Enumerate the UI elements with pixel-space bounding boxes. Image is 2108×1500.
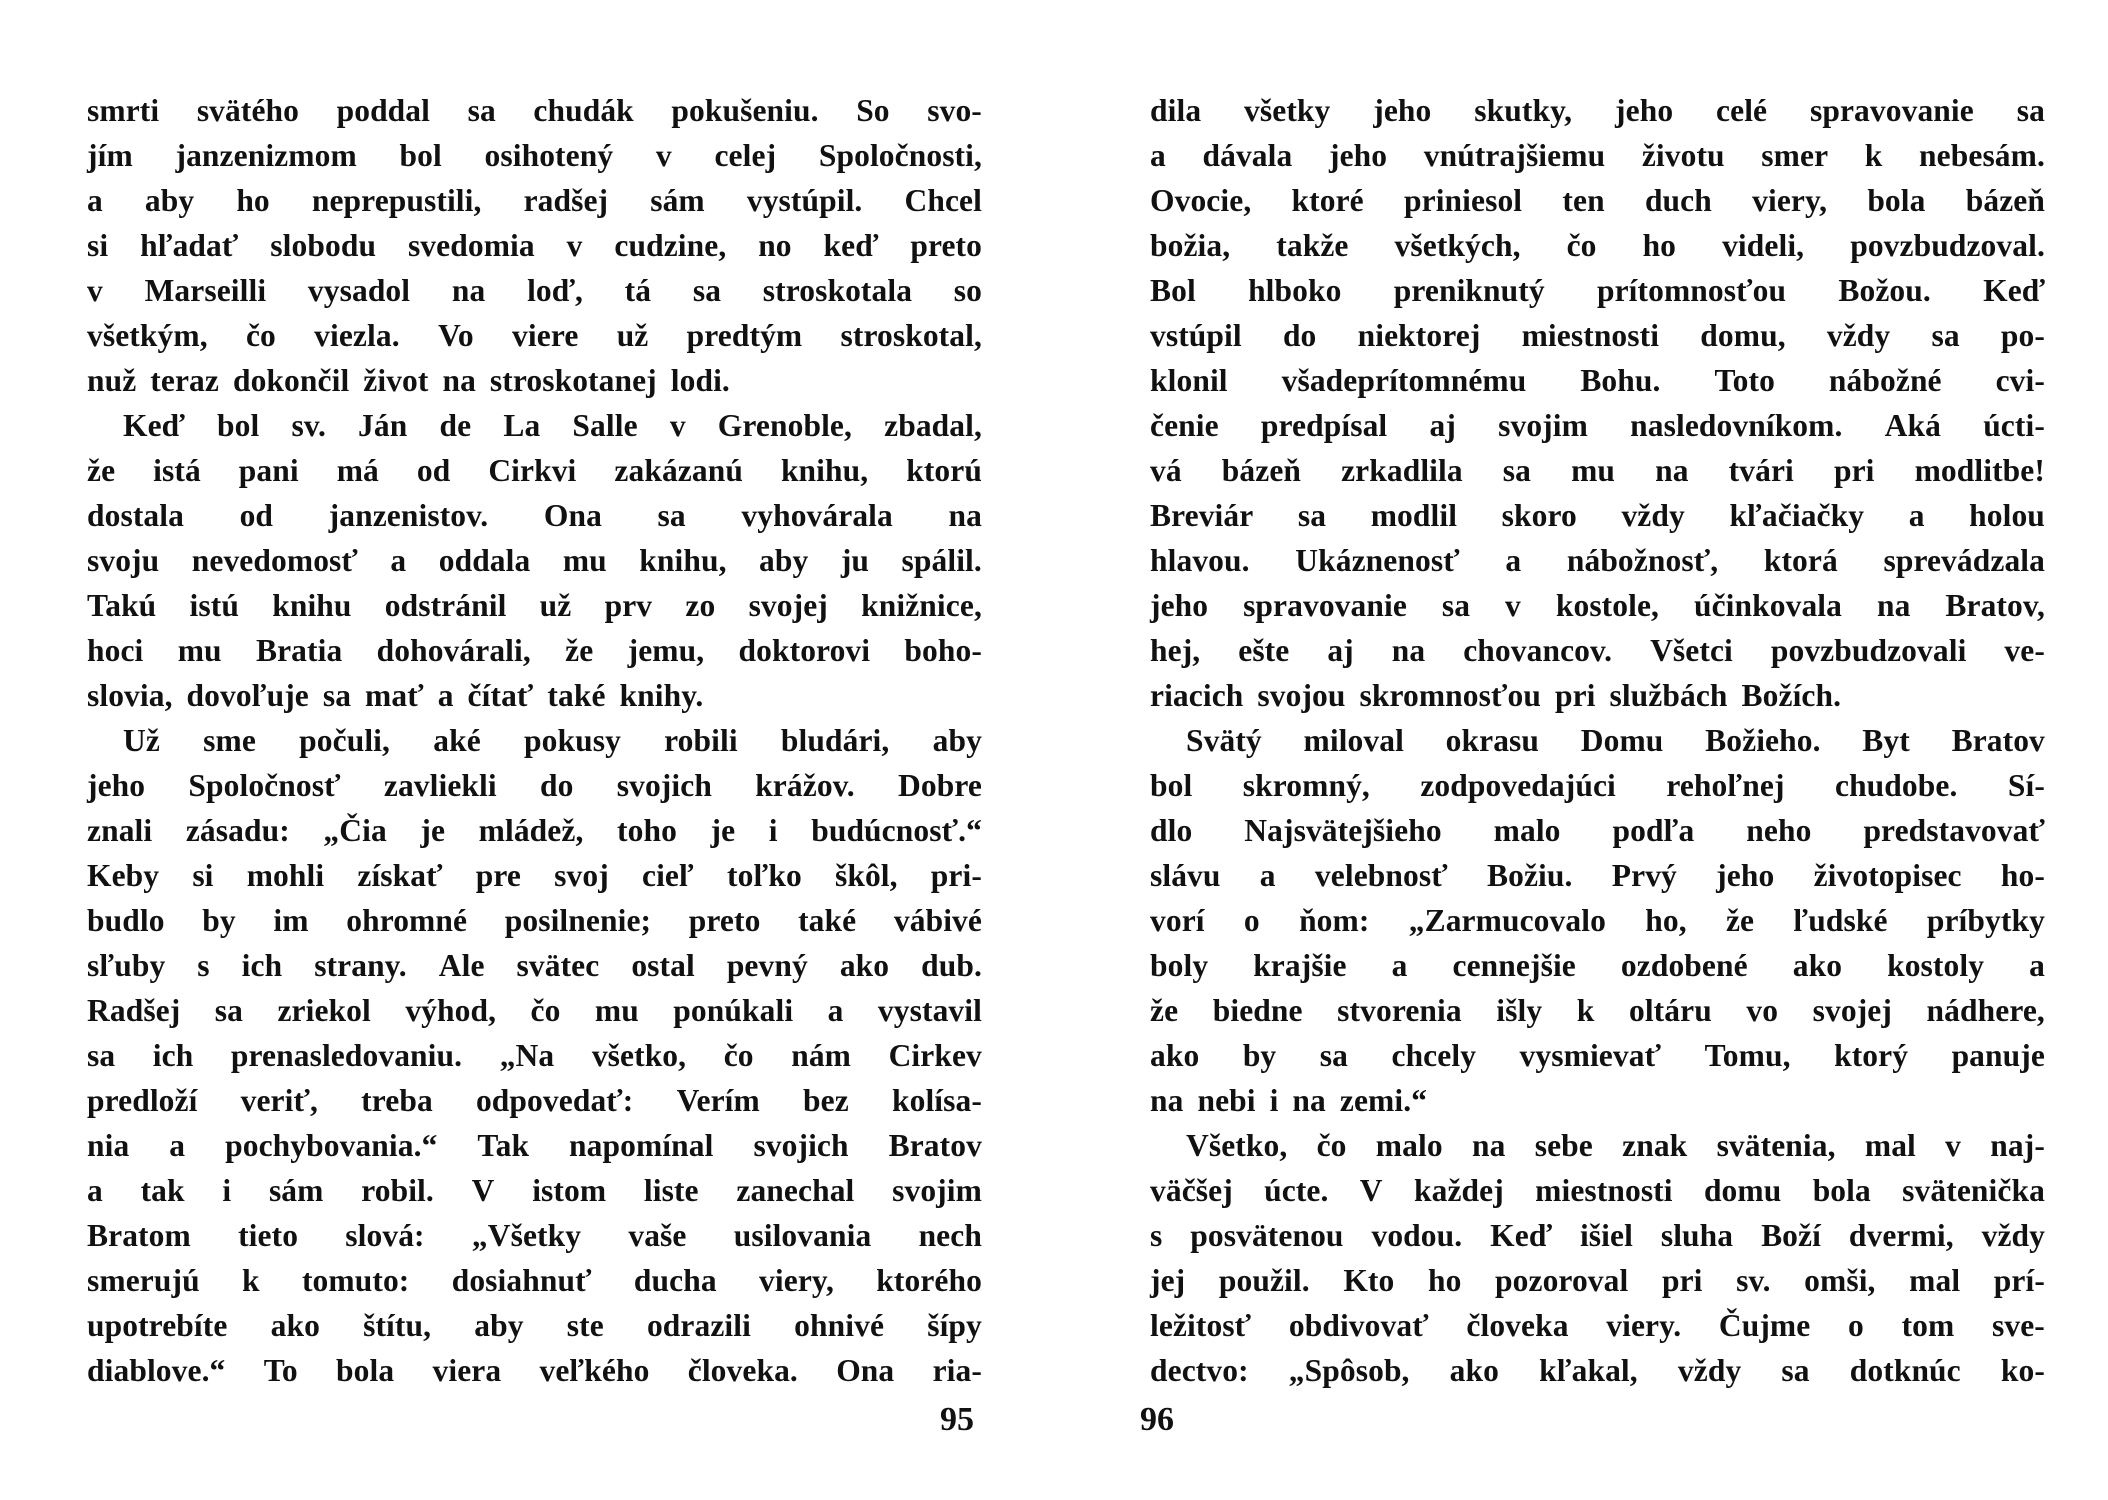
text-line: hlavou. Ukáznenosť a nábožnosť, ktorá sprevádzala: [1150, 543, 2045, 578]
text-line: smrti svätého poddal sa chudák pokušeniu. So svo-: [87, 93, 982, 128]
text-line: Takú istú knihu odstránil už prv zo svojej knižnice,: [87, 588, 982, 623]
text-line: nia a pochybovania.“ Tak napomínal svojich Bratov: [87, 1128, 982, 1163]
text-line: väčšej úcte. V každej miestnosti domu bola svätenička: [1150, 1173, 2045, 1208]
text-line: a tak i sám robil. V istom liste zanechal svojim: [87, 1173, 982, 1208]
text-line: nuž teraz dokončil život na stroskotanej lodi.: [87, 363, 730, 398]
text-line: sľuby s ich strany. Ale svätec ostal pevný ako dub.: [87, 948, 982, 983]
text-line: všetkým, čo viezla. Vo viere už predtým stroskotal,: [87, 318, 982, 353]
right-page: [1150, 88, 2045, 1393]
text-line: znali zásadu: „Čia je mládež, toho je i budúcnosť.“: [87, 813, 982, 848]
text-line: diablove.“ To bola viera veľkého človeka. Ona ria-: [87, 1353, 982, 1388]
text-line: dila všetky jeho skutky, jeho celé spravovanie sa: [1150, 93, 2045, 128]
text-line: dlo Najsvätejšieho malo podľa neho predstavovať: [1150, 813, 2045, 848]
text-line: Bol hlboko preniknutý prítomnosťou Božou. Keď: [1150, 273, 2045, 308]
text-line: smerujú k tomuto: dosiahnuť ducha viery, ktorého: [87, 1263, 982, 1298]
text-line: Keby si mohli získať pre svoj cieľ toľko škôl, pri-: [87, 858, 982, 893]
text-line: svoju nevedomosť a oddala mu knihu, aby ju spálil.: [87, 543, 982, 578]
text-line: upotrebíte ako štítu, aby ste odrazili ohnivé šípy: [87, 1308, 982, 1343]
text-line: Všetko, čo malo na sebe znak svätenia, mal v naj-: [1186, 1128, 2045, 1163]
text-line: na nebi i na zemi.“: [1150, 1083, 1428, 1118]
text-line: ako by sa chcely vysmievať Tomu, ktorý panuje: [1150, 1038, 2045, 1073]
text-line: čenie predpísal aj svojim nasledovníkom. Aká úcti-: [1150, 408, 2045, 443]
text-line: hej, ešte aj na chovancov. Všetci povzbudzovali ve-: [1150, 633, 2045, 668]
text-line: klonil všadeprítomnému Bohu. Toto nábožné cvi-: [1150, 363, 2045, 398]
text-line: si hľadať slobodu svedomia v cudzine, no keď preto: [87, 228, 982, 263]
text-line: bol skromný, zodpovedajúci rehoľnej chudobe. Sí-: [1150, 768, 2045, 803]
text-line: vstúpil do niektorej miestnosti domu, vždy sa po-: [1150, 318, 2045, 353]
text-line: Breviár sa modlil skoro vždy kľačiačky a holou: [1150, 498, 2045, 533]
left-page: [87, 88, 982, 1393]
text-line: a aby ho neprepustili, radšej sám vystúpil. Chcel: [87, 183, 982, 218]
text-line: a dávala jeho vnútrajšiemu životu smer k nebesám.: [1150, 138, 2045, 173]
text-line: božia, takže všetkých, čo ho videli, povzbudzoval.: [1150, 228, 2045, 263]
text-line: slávu a velebnosť Božiu. Prvý jeho životopisec ho-: [1150, 858, 2045, 893]
text-line: jej použil. Kto ho pozoroval pri sv. omši, mal prí-: [1150, 1263, 2045, 1298]
text-line: budlo by im ohromné posilnenie; preto také vábivé: [87, 903, 982, 938]
page-number-right: 96: [1140, 1401, 1174, 1438]
text-line: predloží veriť, treba odpovedať: Verím bez kolísa-: [87, 1083, 982, 1118]
text-line: ležitosť obdivovať človeka viery. Čujme o tom sve-: [1150, 1308, 2045, 1343]
text-line: sa ich prenasledovaniu. „Na všetko, čo nám Cirkev: [87, 1038, 982, 1073]
text-line: v Marseilli vysadol na loď, tá sa stroskotala so: [87, 273, 982, 308]
text-line: jeho Spoločnosť zavliekli do svojich krážov. Dobre: [87, 768, 982, 803]
text-line: hoci mu Bratia dohovárali, že jemu, doktorovi boho-: [87, 633, 982, 668]
text-line: Radšej sa zriekol výhod, čo mu ponúkali a vystavil: [87, 993, 982, 1028]
text-line: vá bázeň zrkadlila sa mu na tvári pri modlitbe!: [1150, 453, 2045, 488]
text-line: Svätý miloval okrasu Domu Božieho. Byt Bratov: [1186, 723, 2045, 758]
text-line: Ovocie, ktoré priniesol ten duch viery, bola bázeň: [1150, 183, 2045, 218]
text-line: s posvätenou vodou. Keď išiel sluha Boží dvermi, vždy: [1150, 1218, 2045, 1253]
text-line: vorí o ňom: „Zarmucovalo ho, že ľudské príbytky: [1150, 903, 2045, 938]
text-line: Bratom tieto slová: „Všetky vaše usilovania nech: [87, 1218, 982, 1253]
text-line: Už sme počuli, aké pokusy robili bludári, aby: [123, 723, 982, 758]
text-line: dostala od janzenistov. Ona sa vyhovárala na: [87, 498, 982, 533]
text-line: jeho spravovanie sa v kostole, účinkovala na Bratov,: [1150, 588, 2045, 623]
text-line: že istá pani má od Cirkvi zakázanú knihu, ktorú: [87, 453, 982, 488]
text-line: dectvo: „Spôsob, ako kľakal, vždy sa dotknúc ko-: [1150, 1353, 2045, 1388]
text-line: boly krajšie a cennejšie ozdobené ako kostoly a: [1150, 948, 2045, 983]
text-line: slovia, dovoľuje sa mať a čítať také knihy.: [87, 678, 704, 713]
text-line: že biedne stvorenia išly k oltáru vo svojej nádhere,: [1150, 993, 2045, 1028]
text-line: Keď bol sv. Ján de La Salle v Grenoble, zbadal,: [123, 408, 982, 443]
page-number-left: 95: [940, 1401, 974, 1438]
text-line: riacich svojou skromnosťou pri službách Božích.: [1150, 678, 1842, 713]
text-line: jím janzenizmom bol osihotený v celej Spoločnosti,: [87, 138, 982, 173]
